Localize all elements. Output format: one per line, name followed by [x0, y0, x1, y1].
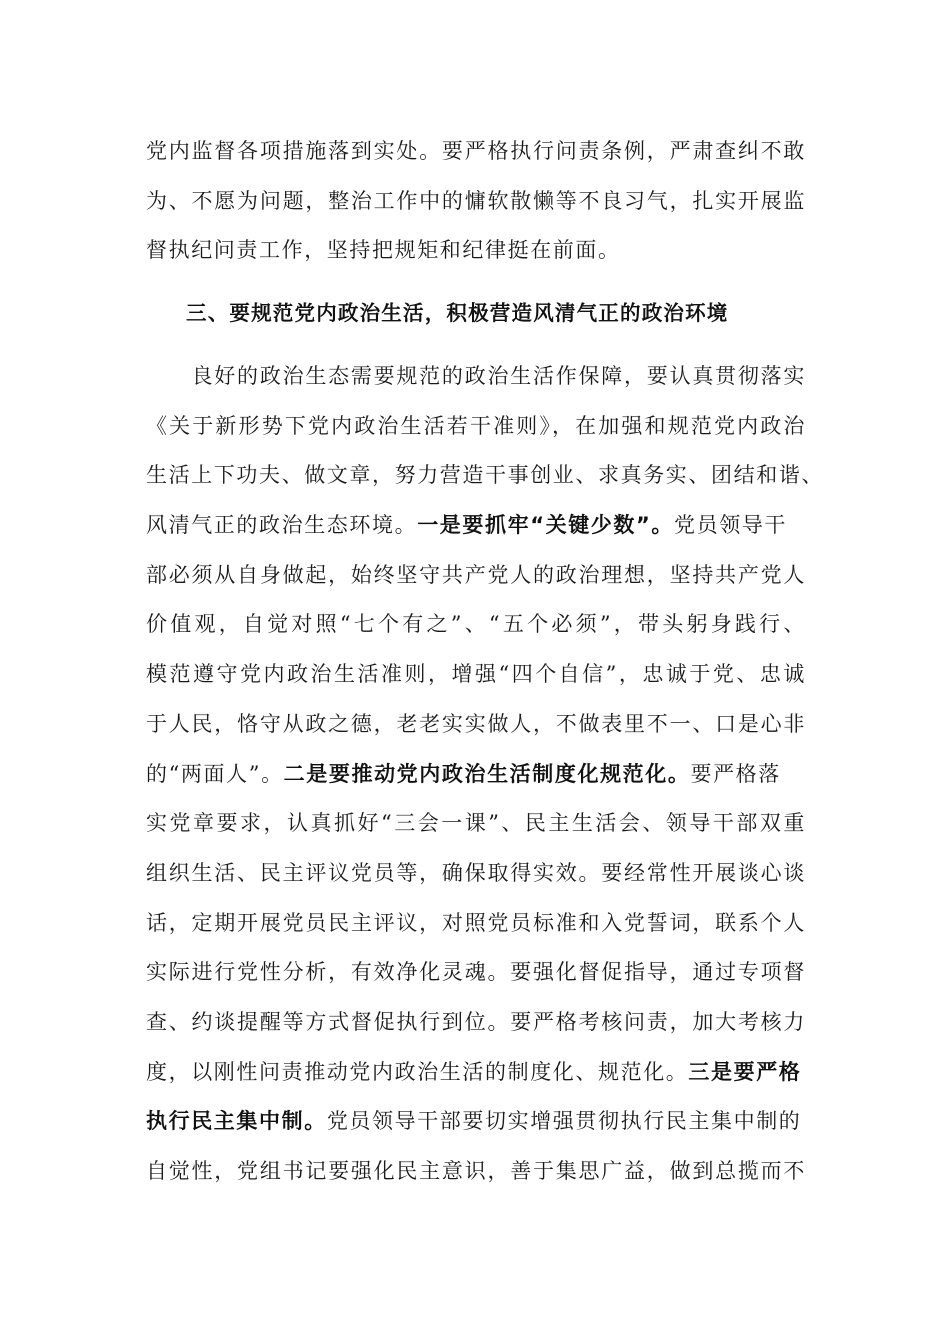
bold-key-point-2: 二是要推动党内政治生活制度化规范化。 [283, 761, 691, 786]
paragraph-line: 生活上下功夫、做文章，努力营造干事创业、求真务实、团结和谐、 [146, 463, 824, 488]
section-paragraph [146, 352, 824, 1197]
bold-key-point-1: 一是要抓牢“关键少数”。 [417, 513, 675, 538]
section-heading: 三、要规范党内政治生活，积极营造风清气正的政治环境 [186, 301, 729, 325]
paragraph-line: 实际进行党性分析，有效净化灵魂。要强化督促指导，通过专项督 [146, 960, 806, 985]
line-text: 的“两面人”。 [146, 761, 284, 786]
paragraph-line: 督执纪问责工作，坚持把规矩和纪律挺在前面。 [146, 238, 621, 263]
paragraph-line [146, 501, 806, 551]
paragraph-line: 模范遵守党内政治生活准则，增强“四个自信”，忠诚于党、忠诚 [146, 662, 806, 687]
paragraph-line: 于人民，恪守从政之德，老老实实做人，不做表里不一、口是心非 [146, 711, 806, 736]
paragraph-line: 良好的政治生态需要规范的政治生活作保障，要认真贯彻落实 [146, 364, 806, 388]
bold-key-point-3: 三是要严格 [688, 1059, 802, 1084]
paragraph-line [146, 1048, 806, 1098]
paragraph-line: 党内监督各项措施落到实处。要严格执行问责条例，严肃查纠不敢 [146, 139, 806, 163]
paragraph-line: 自觉性，党组书记要强化民主意识，善于集思广益，做到总揽而不 [146, 1159, 806, 1183]
paragraph-line: 话，定期开展党员民主评议，对照党员标准和入党誓词，联系个人 [146, 910, 806, 935]
paragraph-line: 组织生活、民主评议党员等，确保取得实效。要经常性开展谈心谈 [146, 860, 806, 885]
line-text: 要严格落 [690, 761, 781, 786]
line-text: 党员领导干 [674, 513, 788, 538]
paragraph-line: 部必须从自身做起，始终坚守共产党人的政治理想，坚持共产党人 [146, 562, 806, 587]
paragraph-line: 《关于新形势下党内政治生活若干准则》，在加强和规范党内政治 [146, 413, 806, 438]
paragraph-line: 实党章要求，认真抓好“三会一课”、民主生活会、领导干部双重 [146, 811, 806, 836]
line-text: 风清气正的政治生态环境。 [146, 513, 418, 538]
line-text: 度，以刚性问责推动党内政治生活的制度化、规范化。 [146, 1059, 689, 1084]
line-text: 党员领导干部要切实增强贯彻执行民主集中制的 [326, 1109, 802, 1134]
paragraph-line [146, 750, 806, 800]
paragraph-line: 为、不愿为问题，整治工作中的慵软散懒等不良习气，扎实开展监 [146, 188, 806, 213]
paragraph-line [146, 1097, 806, 1147]
paragraph-line: 价值观，自觉对照“七个有之”、“五个必须”，带头躬身践行、 [146, 612, 806, 637]
bold-key-point-3-cont: 执行民主集中制。 [146, 1109, 327, 1134]
paragraph-line: 查、约谈提醒等方式督促执行到位。要严格考核问责，加大考核力 [146, 1009, 806, 1034]
continuation-paragraph [146, 127, 806, 276]
